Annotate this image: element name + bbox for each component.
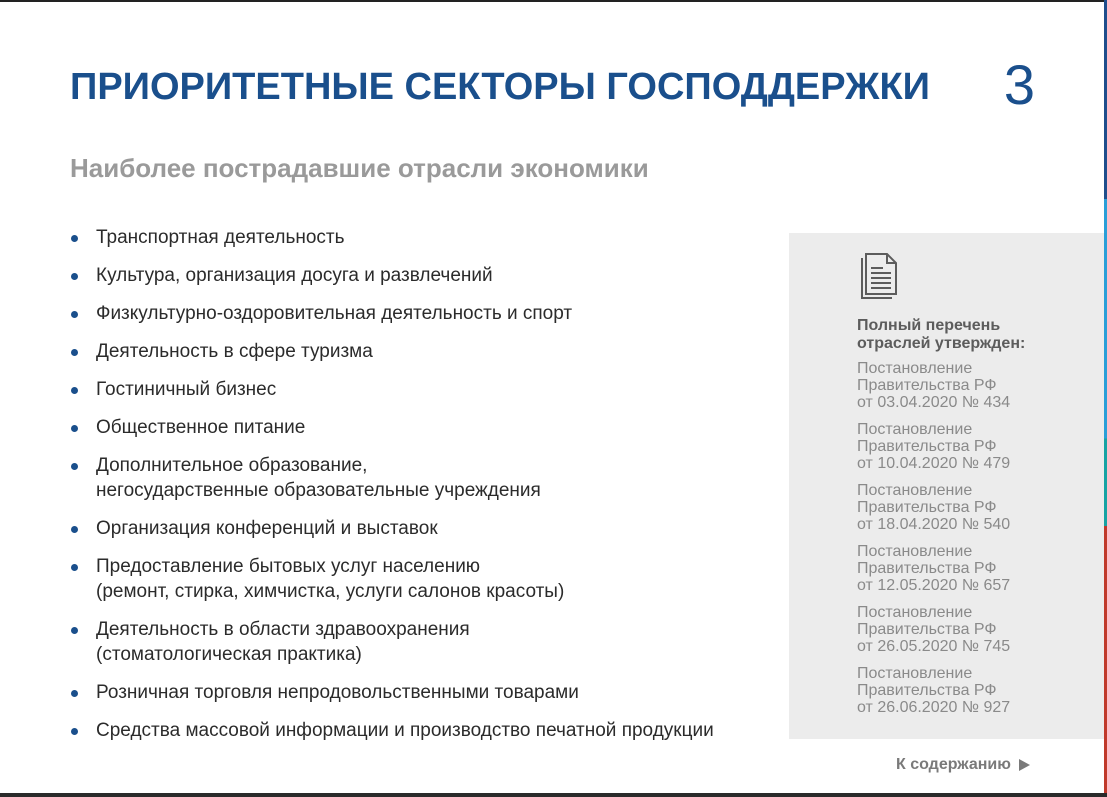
sector-item-text: (ремонт, стирка, химчистка, услуги салонов красоты): [96, 581, 565, 602]
sector-item-text: Дополнительное образование,: [96, 455, 368, 476]
sector-item: [70, 554, 770, 604]
decree-text: Постановление: [857, 604, 973, 621]
sector-item: [70, 339, 770, 364]
bullet-icon: [71, 311, 78, 318]
sector-item-text: негосударственные образовательные учреждения: [96, 480, 541, 501]
sector-item: [70, 680, 770, 705]
decree-text: Постановление: [857, 665, 973, 682]
sector-item: [70, 453, 770, 503]
sector-item: [70, 718, 770, 743]
bullet-icon: [71, 235, 78, 242]
sector-item-text: Средства массовой информации и производство печатной продукции: [96, 720, 714, 741]
sector-item: [70, 263, 770, 288]
decree-text: от 26.06.2020 № 927: [857, 699, 1011, 716]
decree-text: Постановление: [857, 543, 973, 560]
bullet-icon: [71, 425, 78, 432]
play-arrow-icon: [1019, 759, 1030, 771]
panel-heading: [857, 317, 1025, 353]
sector-item: [70, 225, 770, 250]
decree-text: Правительства РФ: [857, 682, 997, 699]
bullet-icon: [71, 273, 78, 280]
decree-item: [857, 360, 1010, 411]
sector-item-text: Деятельность в сфере туризма: [96, 341, 373, 362]
bullet-icon: [71, 349, 78, 356]
decree-text: Правительства РФ: [857, 377, 997, 394]
sector-item: [70, 415, 770, 440]
decree-text: от 12.05.2020 № 657: [857, 577, 1011, 594]
decree-text: от 10.04.2020 № 479: [857, 455, 1011, 472]
decree-text: Правительства РФ: [857, 499, 997, 516]
sector-item-text: Розничная торговля непродовольственными товарами: [96, 682, 579, 703]
sector-item: [70, 516, 770, 541]
decree-text: Правительства РФ: [857, 438, 997, 455]
sector-list: [70, 225, 770, 756]
sector-item: [70, 301, 770, 326]
panel-heading-line: Полный перечень: [857, 317, 1001, 334]
section-subtitle: Наиболее пострадавшие отрасли экономики: [70, 153, 649, 183]
sector-item-text: Деятельность в области здравоохранения: [96, 619, 470, 640]
decree-text: Постановление: [857, 482, 973, 499]
toc-link-label: К содержанию: [896, 756, 1011, 773]
decree-text: от 18.04.2020 № 540: [857, 516, 1011, 533]
decree-item: [857, 604, 1010, 655]
bullet-icon: [71, 564, 78, 571]
bullet-icon: [71, 627, 78, 634]
panel-heading-line: отраслей утвержден:: [857, 335, 1026, 352]
sector-item-text: Предоставление бытовых услуг населению: [96, 556, 481, 577]
sector-item-text: Общественное питание: [96, 417, 306, 438]
sector-item-text: Транспортная деятельность: [96, 227, 345, 248]
decree-text: Постановление: [857, 421, 973, 438]
document-icon: [856, 251, 900, 301]
sector-item: [70, 617, 770, 667]
decree-item: [857, 421, 1010, 472]
sector-item-text: (стоматологическая практика): [96, 644, 362, 665]
decree-text: Постановление: [857, 360, 973, 377]
decree-text: Правительства РФ: [857, 621, 997, 638]
top-border: [0, 0, 1107, 2]
decree-item: [857, 665, 1010, 716]
bullet-icon: [71, 463, 78, 470]
bullet-icon: [71, 526, 78, 533]
info-panel: [789, 233, 1104, 739]
decree-list: [857, 360, 1010, 726]
sector-item-text: Физкультурно-оздоровительная деятельность и спорт: [96, 303, 573, 324]
decree-item: [857, 543, 1010, 594]
bullet-icon: [71, 690, 78, 697]
page-title: ПРИОРИТЕТНЫЕ СЕКТОРЫ ГОСПОДДЕРЖКИ: [70, 66, 930, 108]
decree-text: от 26.05.2020 № 745: [857, 638, 1011, 655]
sector-item-text: Гостиничный бизнес: [96, 379, 277, 400]
bullet-icon: [71, 387, 78, 394]
table-of-contents-link[interactable]: [896, 756, 1030, 774]
decree-text: от 03.04.2020 № 434: [857, 394, 1011, 411]
page-number: 3: [1003, 53, 1035, 116]
sector-item: [70, 377, 770, 402]
bottom-border: [0, 793, 1107, 797]
sector-item-text: Организация конференций и выставок: [96, 518, 438, 539]
sector-item-text: Культура, организация досуга и развлечений: [96, 265, 493, 286]
decree-text: Правительства РФ: [857, 560, 997, 577]
bullet-icon: [71, 728, 78, 735]
decree-item: [857, 482, 1010, 533]
